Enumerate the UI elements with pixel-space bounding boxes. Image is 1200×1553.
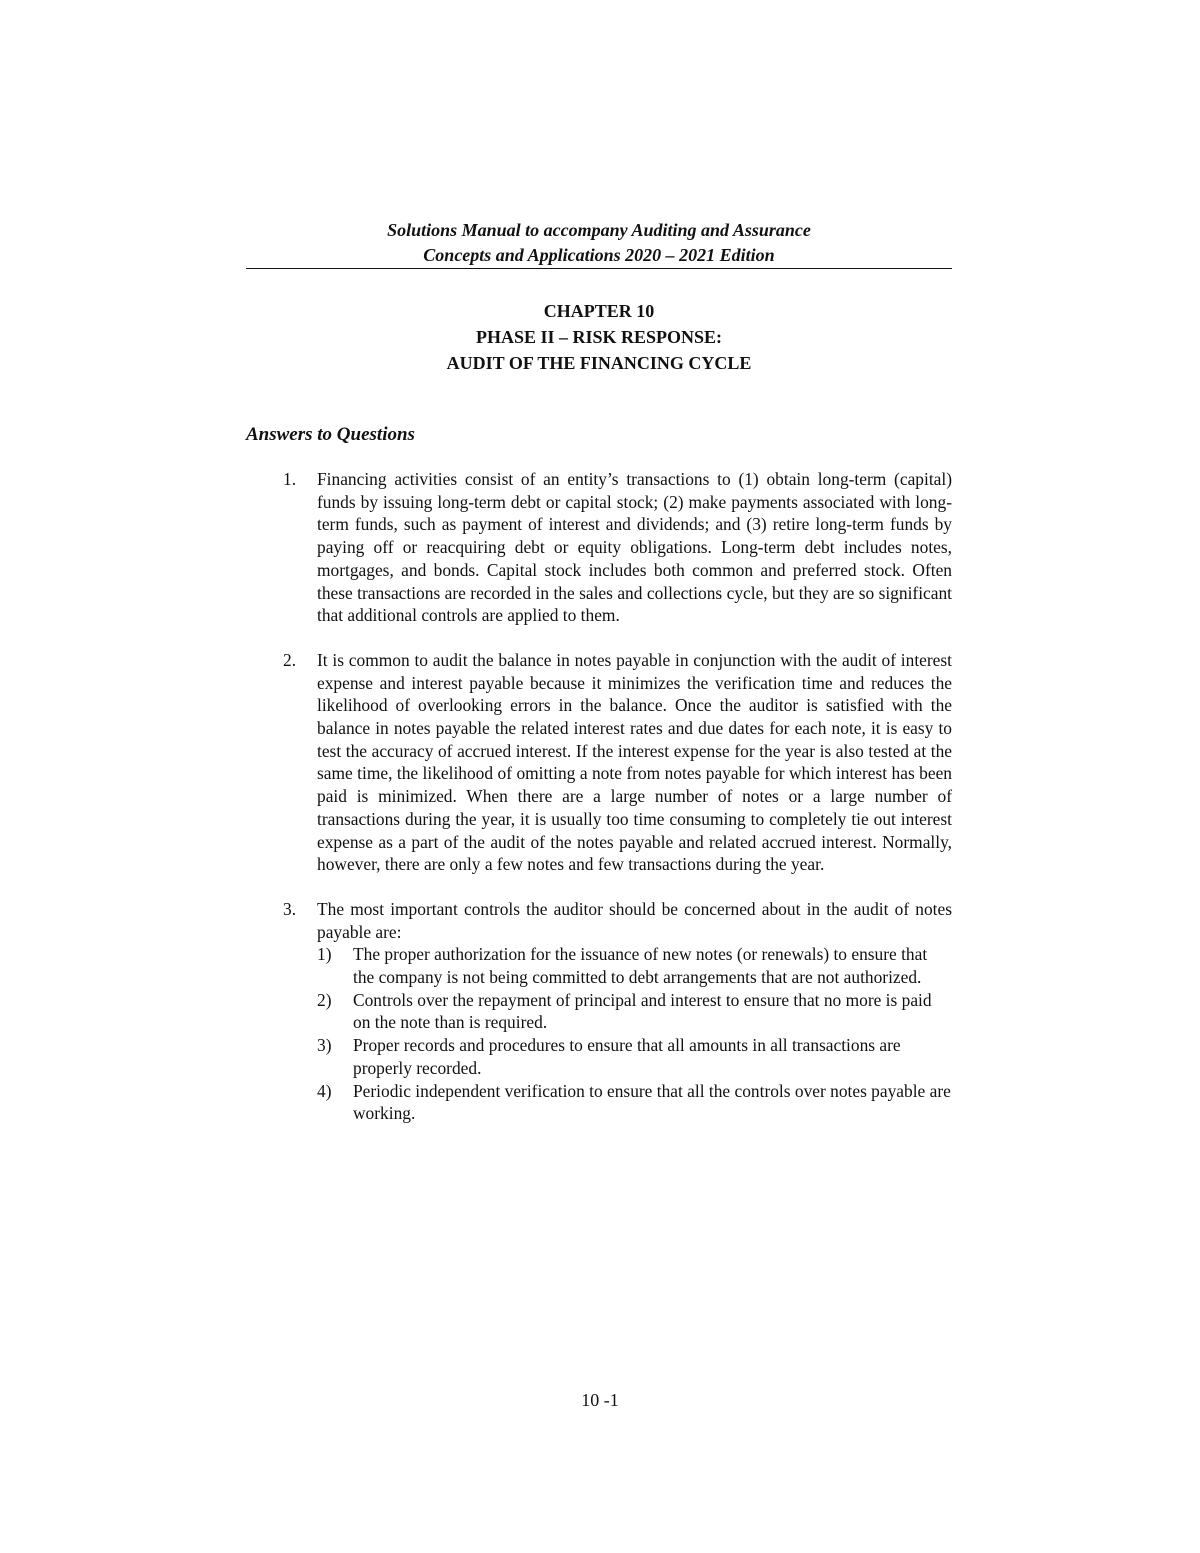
- subitem-text: The proper authorization for the issuance of new notes (or renewals) to ensure that the company is not being committed to debt arrangements that are not authorized.: [353, 944, 928, 988]
- subitem-number: 4): [317, 1080, 332, 1101]
- running-header-line-2: Concepts and Applications 2020 – 2021 Edition: [423, 245, 775, 265]
- chapter-title-line-1: PHASE II – RISK RESPONSE:: [475, 327, 723, 347]
- page-number: 10 -1: [581, 1390, 619, 1410]
- answer-number: 2.: [283, 649, 297, 670]
- chapter-number: CHAPTER 10: [543, 301, 655, 321]
- control-subitem: [317, 1080, 952, 1125]
- answer-item: [246, 468, 952, 627]
- control-subitem: [317, 1034, 952, 1079]
- answers-list: [246, 468, 952, 1125]
- subitem-text: Controls over the repayment of principal and interest to ensure that no more is paid on the note than is required.: [353, 989, 932, 1033]
- answer-number: 1.: [283, 469, 297, 489]
- control-subitem: [317, 943, 952, 988]
- section-heading: Answers to Questions: [246, 424, 415, 445]
- header-rule: [246, 268, 952, 269]
- answer-item: [246, 898, 952, 1125]
- answer-text: The most important controls the auditor should be concerned about in the audit of notes payable are:: [317, 898, 952, 942]
- subitem-text: Periodic independent verification to ensure that all the controls over notes payable are working.: [353, 1080, 951, 1124]
- control-sublist: [317, 943, 952, 1125]
- answer-text: It is common to audit the balance in notes payable in conjunction with the audit of interest expense and interest payable because it minimizes the verification time and reduces the likelihood of overlooking errors in the balance. Once the auditor is satisfied with the balance in notes payable the related interest rates and due dates for each note, it is easy to test the accuracy of accrued interest. If the interest expense for the year is also tested at the same time, the likelihood of omitting a note from notes payable for which interest has been paid is minimized. When there are a large number of notes or a large number of transactions during the year, it is usually too time consuming to completely tie out interest expense as a part of the audit of the notes payable and related accrued interest. Normally, however, there are only a few notes and few transactions during the year.: [317, 649, 952, 875]
- answer-item: [246, 649, 952, 876]
- running-header-line-1: Solutions Manual to accompany Auditing and Assurance: [387, 220, 811, 240]
- subitem-text: Proper records and procedures to ensure that all amounts in all transactions are properly recorded.: [353, 1035, 901, 1078]
- answer-text: Financing activities consist of an entity’s transactions to (1) obtain long-term (capital) funds by issuing long-term debt or capital stock; (2) make payments associated with long-term funds, such as payment of interest and dividends; and (3) retire long-term funds by paying off or reacquiring debt or equity obligations. Long-term debt includes notes, mortgages, and bonds. Capital stock includes both common and preferred stock. Often these transactions are recorded in the sales and collections cycle, but they are so significant that additional controls are applied to them.: [317, 469, 952, 626]
- subitem-number: 2): [317, 989, 332, 1010]
- subitem-number: 1): [317, 944, 332, 965]
- answer-number: 3.: [283, 898, 297, 919]
- control-subitem: [317, 989, 952, 1034]
- running-header: [246, 218, 952, 268]
- chapter-title-block: [246, 298, 952, 376]
- subitem-number: 3): [317, 1035, 332, 1056]
- chapter-title-line-2: AUDIT OF THE FINANCING CYCLE: [446, 353, 752, 373]
